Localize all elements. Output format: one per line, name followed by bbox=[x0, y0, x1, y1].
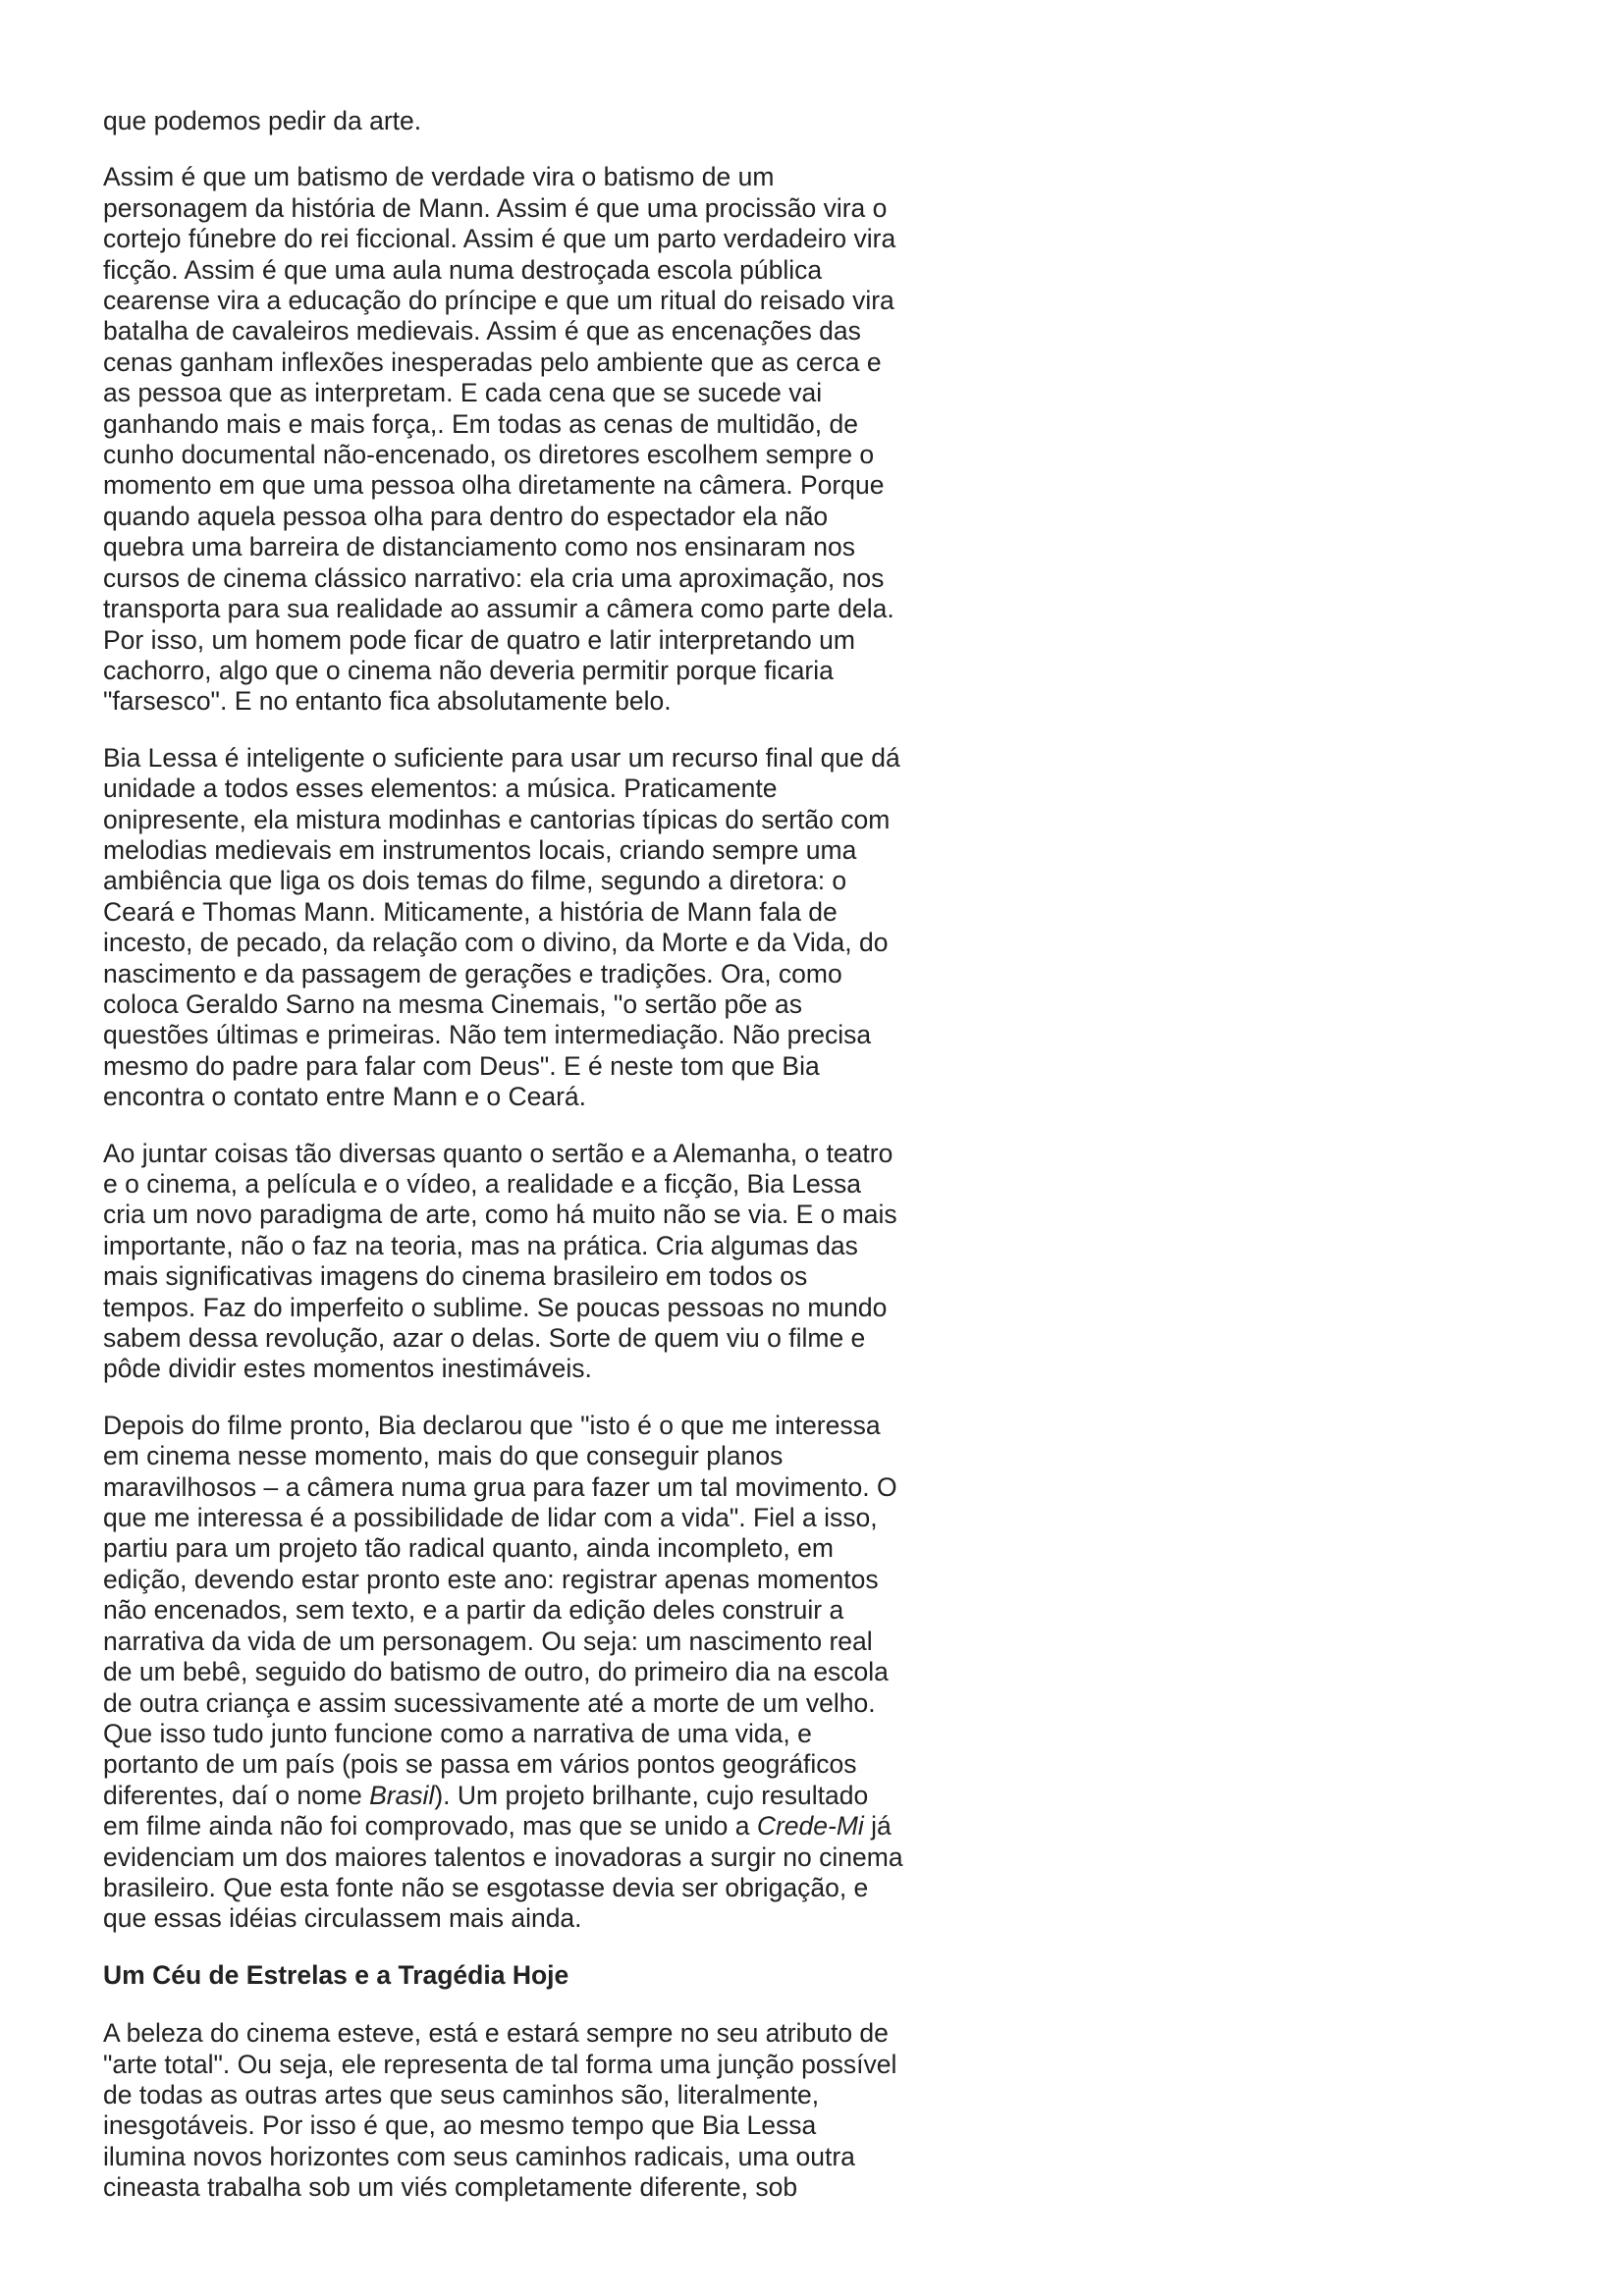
text-segment: já bbox=[863, 1811, 892, 1842]
text-line: de outra criança e assim sucessivamente até a morte de um velho. bbox=[103, 1687, 876, 1718]
text-line: momento em que uma pessoa olha diretamente na câmera. Porque bbox=[103, 470, 885, 501]
text-line: que me interessa é a possibilidade de lidar com a vida". Fiel a isso, bbox=[103, 1503, 878, 1533]
text-segment: em filme ainda não foi comprovado, mas que se unido a bbox=[103, 1811, 757, 1842]
text-line: cearense vira a educação do príncipe e que um ritual do reisado vira bbox=[103, 286, 894, 316]
text-segment: diferentes, daí o nome bbox=[103, 1780, 370, 1810]
italic-title: Brasil bbox=[369, 1780, 435, 1810]
text-line: mais significativas imagens do cinema brasileiro em todos os bbox=[103, 1261, 808, 1292]
text-line: inesgotáveis. Por isso é que, ao mesmo tempo que Bia Lessa bbox=[103, 2110, 817, 2141]
text-line: transporta para sua realidade ao assumir a câmera como parte dela. bbox=[103, 594, 894, 624]
text-line: brasileiro. Que esta fonte não se esgotasse devia ser obrigação, e bbox=[103, 1872, 869, 1902]
text-line: Bia Lessa é inteligente o suficiente para usar um recurso final que dá bbox=[103, 742, 900, 773]
text-line: importante, não o faz na teoria, mas na prática. Cria algumas das bbox=[103, 1230, 858, 1260]
text-line: personagem da história de Mann. Assim é que uma procissão vira o bbox=[103, 192, 888, 223]
text-line: cachorro, algo que o cinema não deveria permitir porque ficaria bbox=[103, 655, 834, 685]
text-line: que podemos pedir da arte. bbox=[103, 106, 422, 135]
text-line: e o cinema, a película e o vídeo, a realidade e a ficção, Bia Lessa bbox=[103, 1169, 861, 1199]
paragraph-5 bbox=[103, 2018, 947, 2203]
text-line: "farsesco". E no entanto fica absolutamente belo. bbox=[103, 686, 672, 717]
text-line: Que isso tudo junto funcione como a narrativa de uma vida, e bbox=[103, 1718, 812, 1748]
text-line: Depois do filme pronto, Bia declarou que "isto é o que me interessa bbox=[103, 1410, 881, 1440]
text-line: cursos de cinema clássico narrativo: ela cria uma aproximação, nos bbox=[103, 562, 885, 593]
text-line: partiu para um projeto tão radical quanto, ainda incompleto, em bbox=[103, 1533, 834, 1564]
text-line: quebra uma barreira de distanciamento como nos ensinaram nos bbox=[103, 532, 855, 562]
text-line: quando aquela pessoa olha para dentro do espectador ela não bbox=[103, 501, 829, 531]
text-line: mesmo do padre para falar com Deus". E é neste tom que Bia bbox=[103, 1050, 820, 1081]
text-line: não encenados, sem texto, e a partir da edição deles construir a bbox=[103, 1595, 844, 1626]
text-line: questões últimas e primeiras. Não tem intermediação. Não precisa bbox=[103, 1020, 872, 1050]
text-line: A beleza do cinema esteve, está e estará sempre no seu atributo de bbox=[103, 2018, 889, 2049]
text-line: evidenciam um dos maiores talentos e inovadoras a surgir no cinema bbox=[103, 1842, 903, 1872]
text-line: unidade a todos esses elementos: a música. Praticamente bbox=[103, 774, 778, 804]
text-line: Ao juntar coisas tão diversas quanto o sertão e a Alemanha, o teatro bbox=[103, 1138, 893, 1168]
text-line: em cinema nesse momento, mais do que conseguir planos bbox=[103, 1441, 784, 1471]
text-line: Ceará e Thomas Mann. Miticamente, a história de Mann fala de bbox=[103, 896, 838, 927]
text-line: ambiência que liga os dois temas do filme, segundo a diretora: o bbox=[103, 866, 847, 896]
section-heading: Um Céu de Estrelas e a Tragédia Hoje bbox=[103, 1959, 569, 1990]
text-line: sabem dessa revolução, azar o delas. Sorte de quem viu o filme e bbox=[103, 1323, 866, 1354]
text-line: ficção. Assim é que uma aula numa destroçada escola pública bbox=[103, 254, 823, 285]
text-line: narrativa da vida de um personagem. Ou seja: um nascimento real bbox=[103, 1626, 873, 1656]
text-line-with-italic bbox=[103, 1811, 947, 1842]
text-line: Assim é que um batismo de verdade vira o batismo de um bbox=[103, 162, 775, 192]
text-line: de todas as outras artes que seus caminhos são, literalmente, bbox=[103, 2079, 820, 2109]
text-line: nascimento e da passagem de gerações e tradições. Ora, como bbox=[103, 958, 842, 988]
paragraph-0 bbox=[103, 106, 947, 136]
text-line: cenas ganham inflexões inesperadas pelo ambiente que as cerca e bbox=[103, 347, 882, 377]
text-line: ilumina novos horizontes com seus caminhos radicais, uma outra bbox=[103, 2141, 855, 2171]
text-line: cineasta trabalha sob um viés completamente diferente, sob bbox=[103, 2172, 798, 2203]
text-line: coloca Geraldo Sarno na mesma Cinemais, "o sertão põe as bbox=[103, 988, 803, 1019]
paragraph-2 bbox=[103, 743, 947, 1113]
text-line: encontra o contato entre Mann e o Ceará. bbox=[103, 1082, 587, 1112]
text-line: de um bebê, seguido do batismo de outro, do primeiro dia na escola bbox=[103, 1657, 889, 1687]
text-line: onipresente, ela mistura modinhas e cantorias típicas do sertão com bbox=[103, 804, 891, 834]
text-line: cria um novo paradigma de arte, como há muito não se via. E o mais bbox=[103, 1200, 897, 1230]
paragraph-1 bbox=[103, 162, 947, 717]
text-line: incesto, de pecado, da relação com o divino, da Morte e da Vida, do bbox=[103, 928, 889, 958]
text-line-with-italic bbox=[103, 1781, 947, 1811]
text-line: cunho documental não-encenado, os diretores escolhem sempre o bbox=[103, 440, 875, 470]
paragraph-4 bbox=[103, 1411, 947, 1935]
paragraph-3 bbox=[103, 1139, 947, 1385]
text-line: ganhando mais e mais força,. Em todas as cenas de multidão, de bbox=[103, 408, 858, 439]
text-line: as pessoa que as interpretam. E cada cena que se sucede vai bbox=[103, 378, 823, 408]
text-line: tempos. Faz do imperfeito o sublime. Se poucas pessoas no mundo bbox=[103, 1292, 888, 1322]
text-line: portanto de um país (pois se passa em vários pontos geográficos bbox=[103, 1749, 857, 1780]
text-line: melodias medievais em instrumentos locais, criando sempre uma bbox=[103, 834, 857, 865]
text-line: que essas idéias circulassem mais ainda. bbox=[103, 1903, 582, 1934]
document-page bbox=[103, 106, 947, 2207]
text-line: "arte total". Ou seja, ele representa de tal forma uma junção possível bbox=[103, 2049, 897, 2079]
text-line: pôde dividir estes momentos inestimáveis. bbox=[103, 1354, 592, 1384]
text-line: Por isso, um homem pode ficar de quatro e latir interpretando um bbox=[103, 624, 855, 655]
text-line: edição, devendo estar pronto este ano: registrar apenas momentos bbox=[103, 1564, 879, 1594]
text-line: maravilhosos – a câmera numa grua para fazer um tal movimento. O bbox=[103, 1471, 897, 1502]
italic-title: Crede-Mi bbox=[756, 1811, 864, 1842]
text-segment: ). Um projeto brilhante, cujo resultado bbox=[434, 1780, 869, 1810]
text-line: cortejo fúnebre do rei ficcional. Assim é que um parto verdadeiro vira bbox=[103, 224, 896, 254]
text-line: batalha de cavaleiros medievais. Assim é que as encenações das bbox=[103, 316, 861, 347]
